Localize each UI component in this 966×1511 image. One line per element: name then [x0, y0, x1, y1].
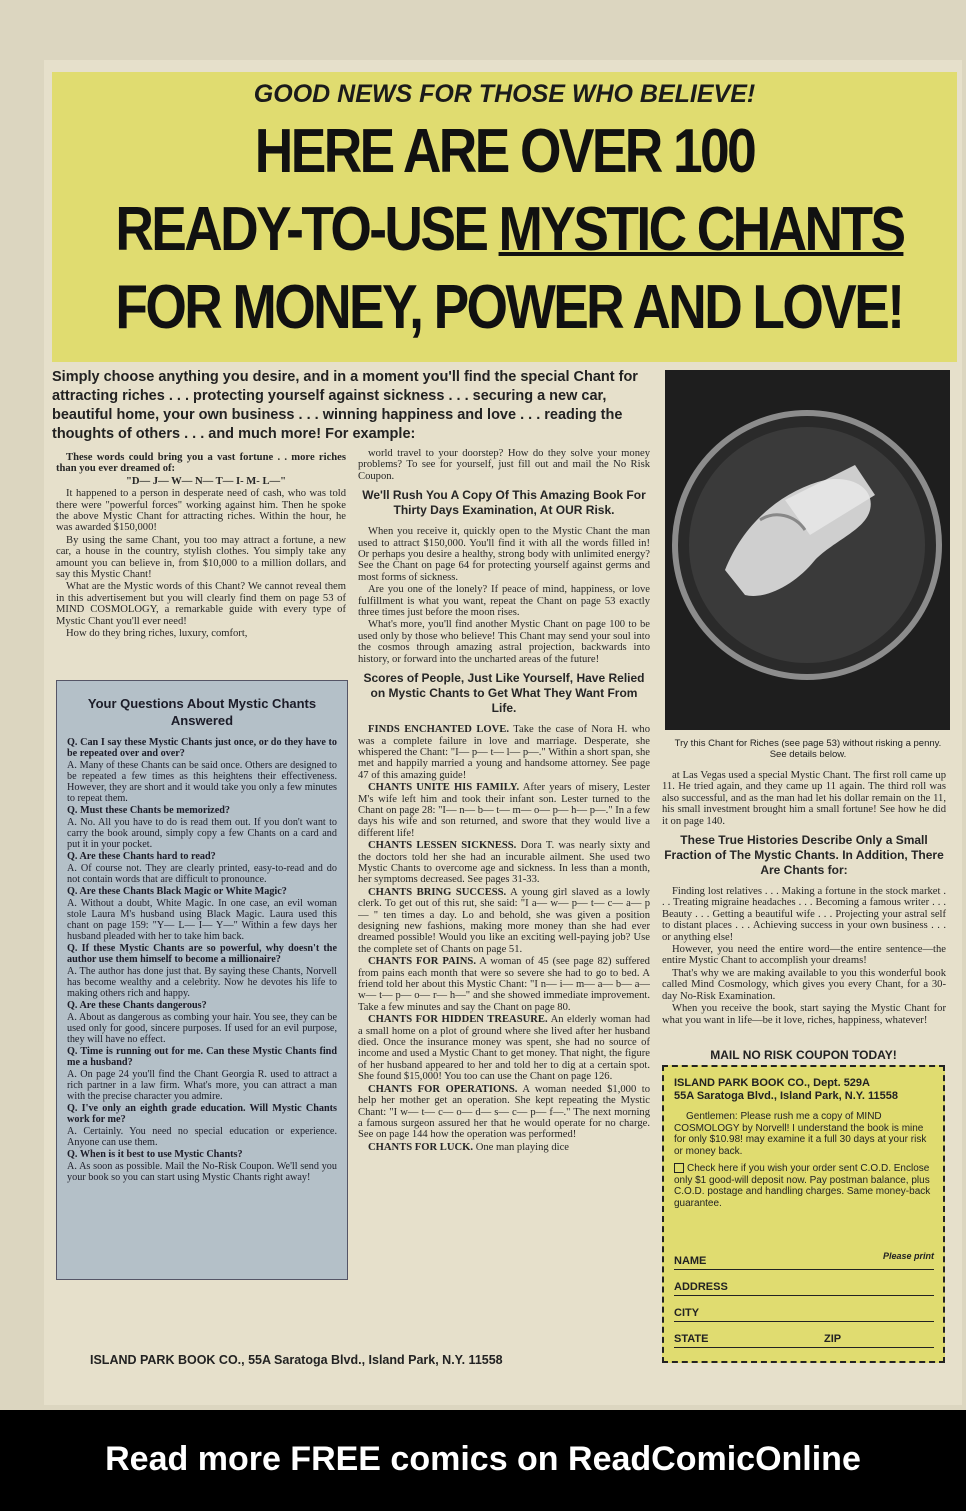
- col2-p2: When you receive it, quickly open to the Mystic Chant the man used to attract $150,000. You'll find it with all the words filled in! Or perhaps you desire a healthy, strong body with unlimited energy? See the Chant on page 64 for protecting yourself against germs and most forms of sickness.: [358, 526, 650, 583]
- cod-text: Check here if you wish your order sent C.O.D. Enclose only $1 good-will deposit now. Pay postman balance, plus C.O.D. postage and handling charges. Same money-back guarantee.: [674, 1163, 931, 1209]
- faq-answer: A. Many of these Chants can be said once. Others are designed to be repeated a few times as this heightens their effectiveness. However, they are short and it would take you only a few minutes to repeat them.: [67, 760, 337, 804]
- col1-p3: By using the same Chant, you too may attract a fortune, a new car, a house in the country, stylish clothes. You simply take any amount you can believe in, from $10,000 to a million dollars, and say this Mystic Chant!: [56, 534, 346, 581]
- address-label: ADDRESS: [674, 1281, 728, 1293]
- faq-title: Your Questions About Mystic Chants Answered: [87, 696, 317, 728]
- col2-subhead-2: Scores of People, Just Like Yourself, Have Relied on Mystic Chants to Get What They Want From Life.: [363, 671, 645, 716]
- story-text: After years of misery, Lester M's wife left him and took their infant son. Lester turned to the Chant on page 28: "I— n— b— t— m— o— p— h— p—." In a few days his wife and son returned, and swore that they would live a different life!: [358, 782, 650, 839]
- headline-line-2: [115, 194, 904, 265]
- coupon-body: [674, 1077, 934, 1215]
- promo-banner[interactable]: [0, 1410, 966, 1511]
- faq-answer: A. As soon as possible. Mail the No-Risk Coupon. We'll send you your book so you can start using Mystic Chants right away!: [67, 1161, 337, 1183]
- faq-question: Q. Time is running out for me. Can these Mystic Chants find me a husband?: [67, 1046, 337, 1068]
- story-heading: CHANTS UNITE HIS FAMILY.: [368, 782, 520, 794]
- column-1: [56, 452, 346, 641]
- state-zip-field[interactable]: [674, 1333, 934, 1348]
- story-heading: CHANTS LESSEN SICKNESS.: [368, 840, 517, 852]
- col2-p1: world travel to your doorstep? How do they solve your money problems? To see for yourself, just fill out and mail the No Risk Coupon.: [358, 448, 650, 482]
- faq-question: Q. When is it best to use Mystic Chants?: [67, 1149, 243, 1160]
- coupon-address: [674, 1077, 934, 1103]
- please-print-note: Please print: [882, 1251, 934, 1261]
- column-3: [662, 770, 946, 1027]
- headline-line-2b: MYSTIC CHANTS: [498, 195, 904, 264]
- col2-p4: What's more, you'll find another Mystic Chant on page 100 to be used only by those who believe! This Chant may send your soul into the cosmos through amazing astral projection, backwards into history, or forward into the uncharted areas of the future!: [358, 619, 650, 665]
- state-label: STATE: [674, 1333, 709, 1345]
- col3-p2: Finding lost relatives . . . Making a fortune in the stock market . . . Treating migraine headaches . . . Becoming a famous writer . . . Beauty . . . Getting a beautiful wife . . . Projecting your astral self to distant places . . . Achieving success in your own business . . . or anything else!: [662, 886, 946, 943]
- story-text: One man playing dice: [475, 1141, 569, 1153]
- headline-line-3: FOR MONEY, POWER AND LOVE!: [115, 273, 903, 342]
- col1-p5: How do they bring riches, luxury, comfort,: [66, 628, 248, 640]
- name-field[interactable]: [674, 1251, 934, 1270]
- story-text: A woman needed $1,000 to help her mother get an operation. She kept repeating the Mystic Chant: "I w— t— c— o— d— s— c— p— f—." The next morning a famous surgeon assured her that he would operate for no charge. See on page 144 how the operation was performed!: [358, 1083, 650, 1141]
- coupon-heading: MAIL NO RISK COUPON TODAY!: [710, 1048, 897, 1062]
- faq-answer: A. Certainly. You need no special education or experience. Anyone can use them.: [67, 1126, 337, 1148]
- headline-line-1: HERE ARE OVER 100: [254, 117, 755, 186]
- name-label: NAME: [674, 1255, 707, 1267]
- story-text: Take the case of Nora H. who was a complete failure in love and marriage. Desperate, she whispered the Chant: "I— p— t— l— p—." Within a short span, she met and happily married a young and handsome attorney. See page 47 of this amazing guide!: [358, 724, 650, 781]
- faq-question: Q. Can I say these Mystic Chants just once, or do they have to be repeated over and over?: [67, 737, 337, 759]
- faq-box: [56, 680, 348, 1280]
- faq-question: Q. If these Mystic Chants are so powerful, why doesn't the author use them himself to become a millionaire?: [67, 943, 337, 965]
- story-heading: CHANTS FOR HIDDEN TREASURE.: [368, 1014, 548, 1026]
- coupon-address-line-1: ISLAND PARK BOOK CO., Dept. 529A: [674, 1077, 870, 1089]
- col2-p3: Are you one of the lonely? If peace of mind, happiness, or love fulfillment is what you want, repeat the Chant on page 53 exactly three times just before the moon rises.: [358, 584, 650, 619]
- col1-chant: "D— J— W— N— T— I- M- L—": [126, 475, 286, 487]
- coupon-order-text: Gentlemen: Please rush me a copy of MIND COSMOLOGY by Norvell! I understand the book is mine for only $10.98! may examine it a full 30 days at your risk or money back.: [674, 1111, 927, 1157]
- faq-question: Q. Are these Chants Black Magic or White Magic?: [67, 886, 287, 897]
- city-field[interactable]: [674, 1307, 934, 1322]
- faq-question: Q. Must these Chants be memorized?: [67, 805, 230, 816]
- promo-banner-text[interactable]: Read more FREE comics on ReadComicOnline: [105, 1440, 861, 1478]
- faq-answer: A. Of course not. They are clearly printed, easy-to-read and do not contain words that are difficult to pronounce.: [67, 863, 337, 885]
- col3-p3: However, you need the entire word—the entire sentence—the entire Mystic Chant to accomplish your dreams!: [662, 944, 946, 967]
- col1-p4: What are the Mystic words of this Chant? We cannot reveal them in this advertisement but you will clearly find them on page 53 of MIND COSMOLOGY, a remarkable guide with every type of Mystic Chant you'll ever need!: [56, 581, 346, 627]
- story-heading: CHANTS BRING SUCCESS.: [368, 886, 507, 898]
- chant-photo: [665, 370, 950, 730]
- story-text: A woman of 45 (see page 82) suffered from pains each month that were so severe she had to go to bed. A friend told her about this Mystic Chant: "I n— i— m— a— b— a— w— t— p— o— r— h—" and she showed immediate improvement. Take a few minutes and say the Chant on page 80.: [358, 956, 650, 1013]
- intro-paragraph: Simply choose anything you desire, and in a moment you'll find the special Chant for attracting riches . . . protecting yourself against sickness . . . securing a new car, beautiful home, your own business . . . winning happiness and love . . . reading the thoughts of others . . . and much more! For example:: [52, 369, 638, 442]
- faq-question: Q. Are these Chants hard to read?: [67, 851, 216, 862]
- faq-answer: A. The author has done just that. By saying these Chants, Norvell has become wealthy and a celebrity. Now he devotes his life to making others rich and happy.: [67, 966, 337, 999]
- col1-p2: It happened to a person in desperate need of cash, who was told there were "powerful forces" working against him. Then he spoke the above Mystic Chant for attracting riches. Within the hour, he was awarded $150,000!: [56, 488, 346, 534]
- headline-line-2a: READY-TO-USE: [115, 195, 499, 264]
- column-2: [358, 448, 650, 1348]
- col1-p1: These words could bring you a vast fortune . . more riches than you ever dreamed of:: [56, 452, 346, 475]
- story-text: An elderly woman had a small home on a plot of ground where she lived after her husband died. Once the insurance money was spent, she had no source of income and used a Mystic Chant to get money. That night, the figure of her husband appeared to her and told her to dig at a certain spot. She found $15,000! You too can use the Chant on page 126.: [358, 1014, 650, 1083]
- faq-answer: A. Without a doubt, White Magic. In one case, an evil woman stole Laura M's husband using Black Magic. Laura used this chant on page 159: "Y— L— I— Y—" Within a few days her husband pleaded with her to take him back.: [67, 898, 337, 942]
- headline-box: [52, 72, 957, 362]
- faq-answer: A. On page 24 you'll find the Chant Georgia R. used to attract a rich partner in a law firm. What's more, you can attract a man with the precise character you admire.: [67, 1069, 337, 1102]
- cod-checkbox[interactable]: [674, 1163, 684, 1173]
- photo-caption: Try this Chant for Riches (see page 53) without risking a penny. See details below.: [674, 738, 942, 760]
- col3-p1: at Las Vegas used a special Mystic Chant. The first roll came up 11. He tried again, and they came up 11 again. The third roll was also successful, and as the man had let his dollar remain on the 11, his small investment brought him a small fortune! See how he did it on page 140.: [662, 770, 946, 827]
- story-heading: CHANTS FOR PAINS.: [368, 956, 476, 968]
- coupon-address-line-2: 55A Saratoga Blvd., Island Park, N.Y. 11558: [674, 1090, 898, 1102]
- publisher-address: ISLAND PARK BOOK CO., 55A Saratoga Blvd., Island Park, N.Y. 11558: [90, 1353, 503, 1367]
- story-heading: CHANTS FOR LUCK.: [368, 1141, 474, 1153]
- story-heading: FINDS ENCHANTED LOVE.: [368, 724, 510, 736]
- faq-question: Q. I've only an eighth grade education. Will Mystic Chants work for me?: [67, 1103, 337, 1125]
- col3-p5: When you receive the book, start saying the Mystic Chant for what you want in life—be it love, riches, happiness, whatever!: [662, 1003, 946, 1026]
- story-heading: CHANTS FOR OPERATIONS.: [368, 1083, 518, 1095]
- col2-subhead-1: We'll Rush You A Copy Of This Amazing Book For Thirty Days Examination, At OUR Risk.: [362, 488, 646, 518]
- story-text: A young girl slaved as a lowly clerk. To get out of this rut, she said: "I a— w— p— t— c— a— p— " ten times a day. Lo and behold, she was given a position designing new fashions, making more money than she had ever dreamed possible! Would you like an exciting well-paying job? Use the complete set of Chants on page 51.: [358, 886, 650, 955]
- hand-with-money-image: [665, 370, 950, 730]
- faq-answer: A. No. All you have to do is read them out. If you don't want to carry the book around, simply copy a few Chants on a card and put it in your pocket.: [67, 817, 337, 850]
- zip-label: ZIP: [824, 1333, 842, 1345]
- kicker-text: GOOD NEWS FOR THOSE WHO BELIEVE!: [253, 80, 756, 108]
- col3-p4: That's why we are making available to you this wonderful book called Mind Cosmology, which gives you every Chant, for a 30-day No-Risk Examination.: [662, 967, 946, 1002]
- city-label: CITY: [674, 1307, 700, 1319]
- order-coupon[interactable]: [662, 1065, 945, 1363]
- faq-answer: A. About as dangerous as combing your hair. You see, they can be used only for good, sincere purposes. If used for an evil purpose, they will have no effect.: [67, 1012, 337, 1045]
- col3-subhead: These True Histories Describe Only a Small Fraction of The Mystic Chants. In Addition, There Are Chants for:: [664, 833, 944, 878]
- address-field[interactable]: [674, 1281, 934, 1296]
- story-text: Dora T. was nearly sixty and the doctors told her she had an incurable ailment. She used two Mystic Chants to overcome age and sickness. In less than a month, her symptoms decreased. See pages 31-33.: [358, 840, 650, 886]
- faq-question: Q. Are these Chants dangerous?: [67, 1000, 207, 1011]
